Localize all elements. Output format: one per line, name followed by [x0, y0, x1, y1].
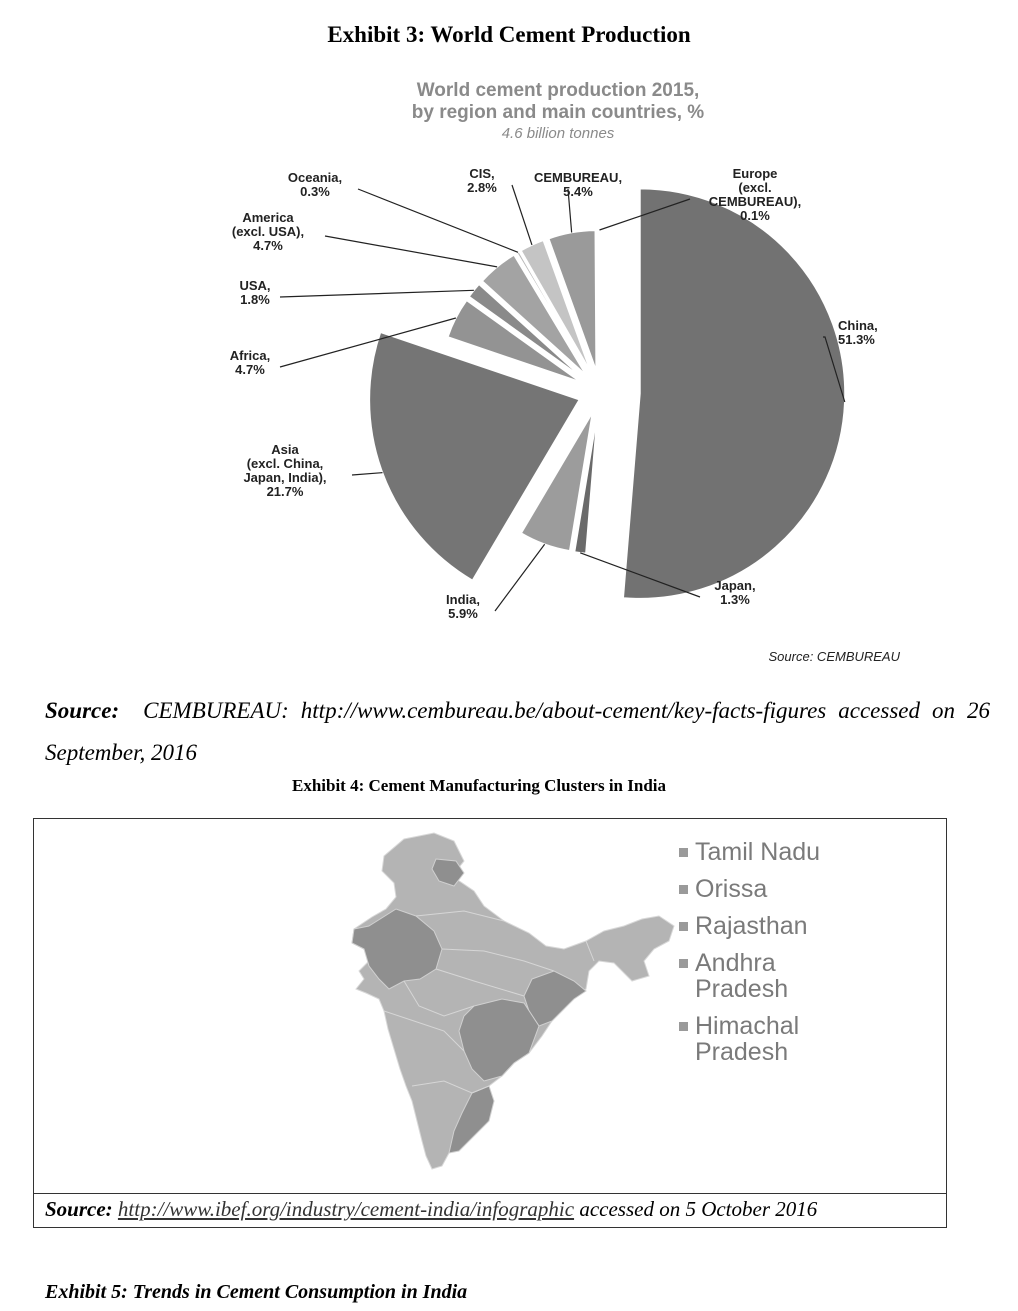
legend-bullet-icon — [679, 922, 688, 931]
legend-bullet-icon — [679, 959, 688, 968]
legend-bullet-icon — [679, 848, 688, 857]
legend-bullet-icon — [679, 1022, 688, 1031]
pie-slice-label: USA, 1.8% — [239, 278, 271, 307]
legend-label: Tamil Nadu — [695, 838, 821, 866]
pie-slice-label: CEMBUREAU, 5.4% — [533, 170, 623, 199]
pie-slice-label: Africa, 4.7% — [229, 348, 271, 377]
pie-slice-label: Asia (excl. China, Japan, India), 21.7% — [243, 442, 327, 499]
pie-title-line2: by region and main countries, % — [411, 102, 705, 123]
pie-title: World cement production 2015, — [416, 80, 700, 101]
pie-slice-label: CIS, 2.8% — [467, 166, 497, 195]
pie-source-note: Source: CEMBUREAU — [768, 649, 900, 664]
legend-bullet-icon — [679, 885, 688, 894]
pie-slice-label: Japan, 1.3% — [714, 578, 756, 607]
legend-label: Andhra Pradesh — [695, 949, 789, 1003]
pie-slice-label: Europe (excl. CEMBUREAU), 0.1% — [708, 166, 802, 223]
legend-item — [679, 950, 845, 1002]
pie-slice-label: Oceania, 0.3% — [287, 170, 343, 199]
pie-slice-label: America (excl. USA), 4.7% — [231, 210, 305, 253]
exhibit-4-heading: Exhibit 4: Cement Manufacturing Clusters in India — [291, 776, 667, 795]
legend-label: Himachal Pradesh — [695, 1012, 800, 1066]
exhibit-5-heading: Exhibit 5: Trends in Cement Consumption in India — [45, 1281, 468, 1303]
source-text: CEMBUREAU: http://www.cembureau.be/about-cement/key-facts-figures accessed on 26 September, 2016 — [45, 698, 991, 765]
leader-line — [325, 236, 497, 267]
exhibit-3-heading: Exhibit 3: World Cement Production — [327, 22, 691, 47]
exhibit-4-source — [45, 1197, 817, 1222]
leader-line — [358, 189, 518, 252]
india-map — [324, 831, 704, 1181]
map-legend — [679, 839, 845, 1076]
leader-line — [495, 544, 545, 611]
source-link[interactable]: http://www.ibef.org/industry/cement-india/infographic — [117, 1197, 575, 1221]
legend-label: Orissa — [695, 875, 768, 903]
map-figure-box — [33, 818, 947, 1228]
legend-item — [679, 839, 845, 865]
legend-label: Rajasthan — [695, 912, 808, 940]
pie-slices — [369, 189, 845, 599]
source-lead: Source: — [45, 698, 120, 723]
legend-item — [679, 913, 845, 939]
pie-slice — [599, 230, 600, 370]
source-tail: accessed on 5 October 2016 — [579, 1197, 818, 1221]
pie-slice-label: China, 51.3% — [838, 318, 878, 347]
exhibit-3-source — [45, 690, 990, 774]
legend-item — [679, 1013, 845, 1065]
leader-line — [512, 185, 532, 245]
leader-line — [352, 473, 382, 475]
source-lead: Source: — [45, 1197, 113, 1221]
pie-slice — [623, 189, 845, 599]
pie-subtitle: 4.6 billion tonnes — [501, 125, 615, 142]
pie-slice-label: India, 5.9% — [446, 592, 480, 621]
legend-item — [679, 876, 845, 902]
divider — [34, 1193, 946, 1194]
leader-line — [280, 290, 474, 297]
